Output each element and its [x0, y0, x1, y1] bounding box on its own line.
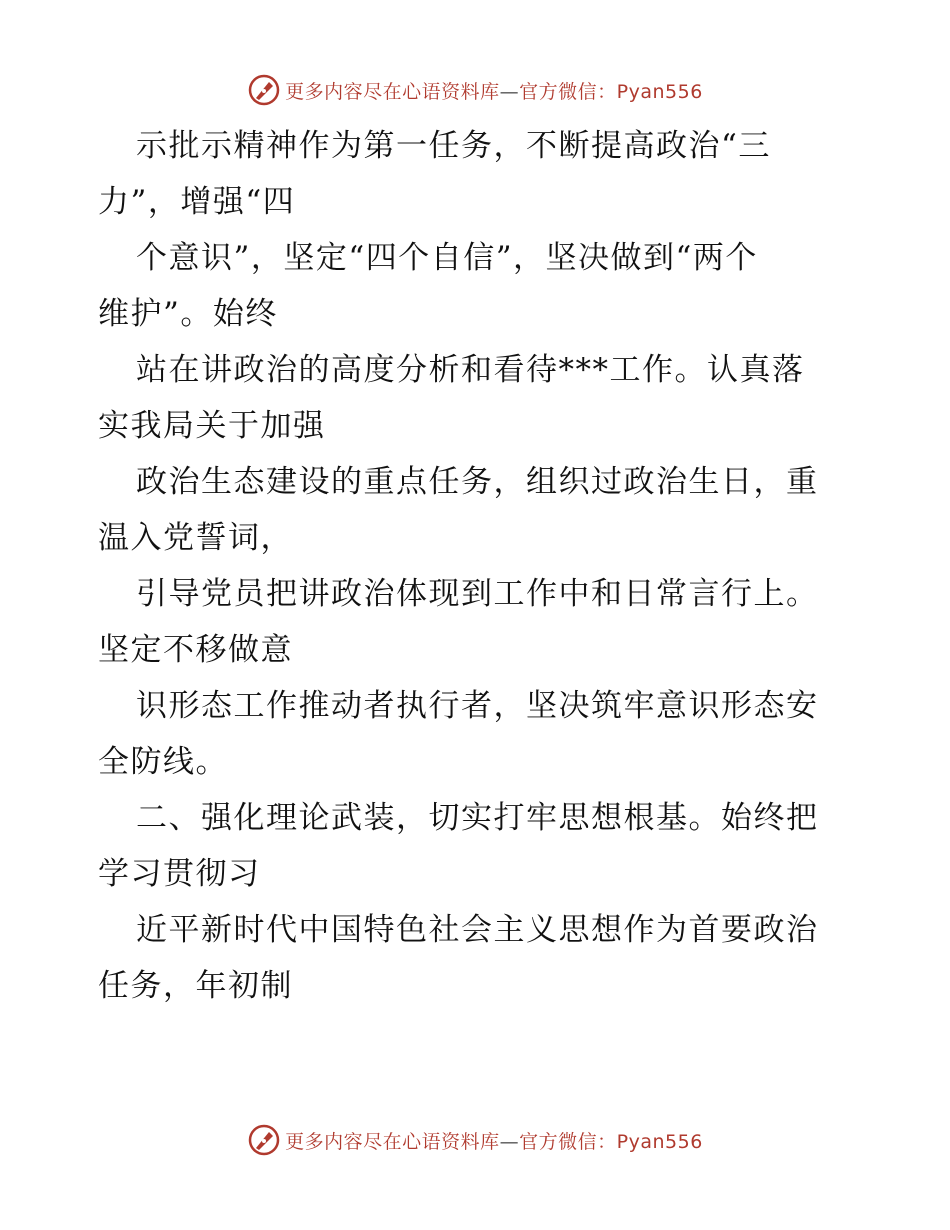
paragraph-line: 近平新时代中国特色社会主义思想作为首要政治: [136, 912, 819, 948]
document-body: [0, 118, 950, 1014]
header-banner: [0, 70, 950, 110]
paragraph-line: 任务，年初制: [98, 968, 293, 1004]
paragraph: [0, 230, 950, 342]
paragraph-line: 示批示精神作为第一任务，不断提高政治“三: [136, 128, 771, 164]
paragraph-line: 站在讲政治的高度分析和看待***工作。认真落: [136, 352, 805, 388]
paragraph-line: 坚定不移做意: [98, 632, 293, 668]
banner-separator: —: [499, 80, 520, 103]
paragraph-line: 力”，增强“四: [98, 184, 296, 220]
footer-banner: [0, 1120, 950, 1160]
paragraph-line: 识形态工作推动者执行者，坚决筑牢意识形态安: [136, 688, 819, 724]
banner-text: [285, 1127, 703, 1154]
paragraph: [0, 678, 950, 790]
paragraph-line: 引导党员把讲政治体现到工作中和日常言行上。: [136, 576, 819, 612]
paragraph-line: 全防线。: [98, 744, 228, 780]
paragraph: [0, 342, 950, 454]
paragraph-line: 维护”。始终: [98, 296, 278, 332]
banner-wechat-text: 官方微信：Pyan556: [519, 80, 703, 103]
paragraph-line: 二、强化理论武装，切实打牢思想根基。始终把: [136, 800, 819, 836]
paragraph-line: 温入党誓词，: [98, 520, 293, 556]
paragraph-line: 个意识”，坚定“四个自信”，坚决做到“两个: [136, 240, 758, 276]
banner-wechat-text: 官方微信：Pyan556: [519, 1130, 703, 1153]
paragraph: [0, 902, 950, 1014]
banner-separator: —: [499, 1130, 520, 1153]
paragraph-line: 学习贯彻习: [98, 856, 261, 892]
banner-main-text: 更多内容尽在心语资料库: [285, 1130, 500, 1153]
paragraph: [0, 118, 950, 230]
pen-nib-circle-icon: [247, 1123, 281, 1157]
banner-text: [285, 77, 703, 104]
paragraph: [0, 454, 950, 566]
paragraph-line: 政治生态建设的重点任务，组织过政治生日，重: [136, 464, 819, 500]
pen-nib-circle-icon: [247, 73, 281, 107]
banner-main-text: 更多内容尽在心语资料库: [285, 80, 500, 103]
paragraph: [0, 790, 950, 902]
paragraph: [0, 566, 950, 678]
paragraph-line: 实我局关于加强: [98, 408, 326, 444]
